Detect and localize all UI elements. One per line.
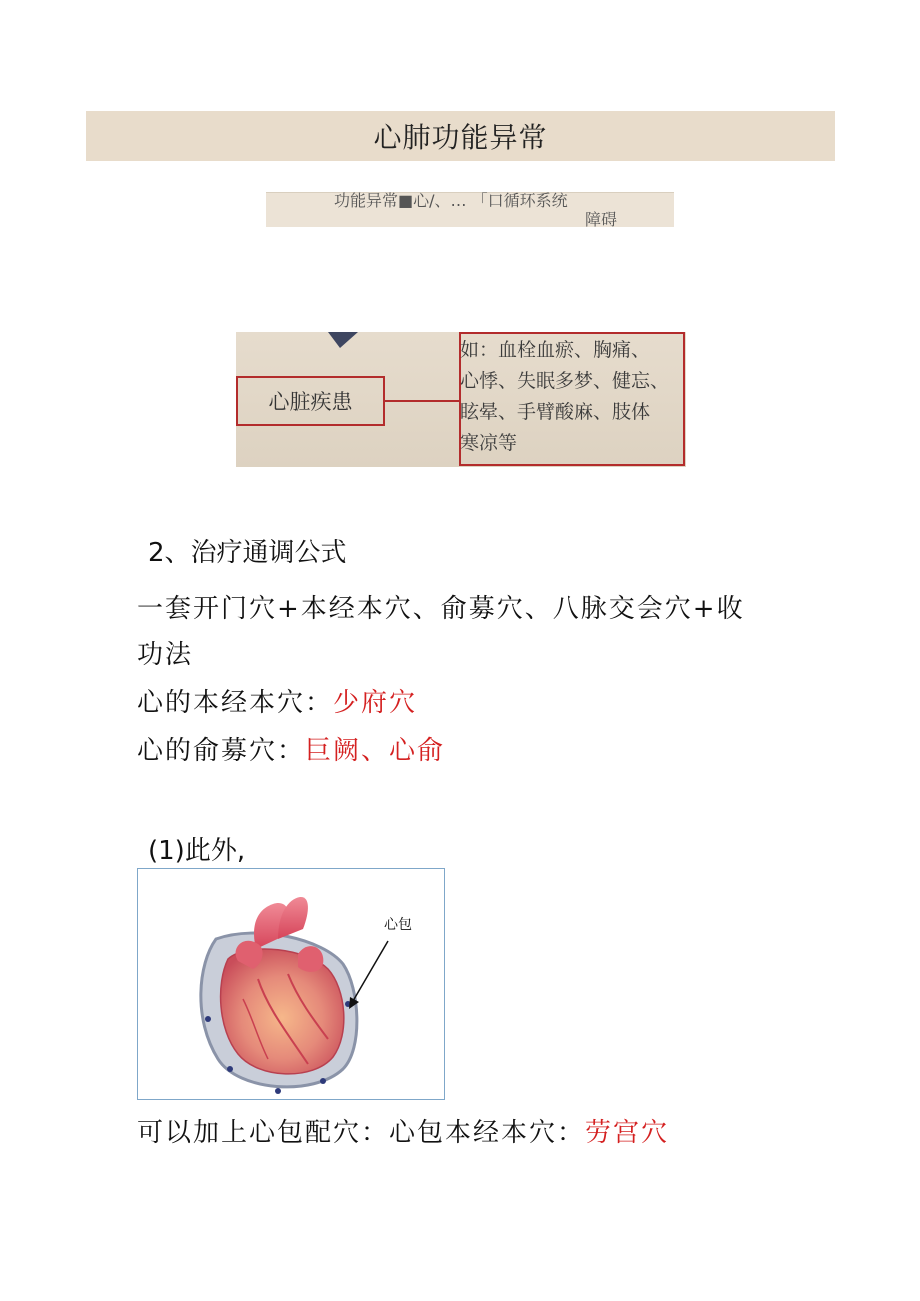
heart-muscle (221, 949, 344, 1074)
heart-pericardium-figure (137, 868, 445, 1100)
shumu-value: 巨阙、心俞 (305, 736, 446, 766)
title-banner (86, 111, 835, 161)
caption-row (137, 1112, 669, 1149)
heart-illustration (138, 869, 443, 1098)
shumu-label: 心的俞募穴： (137, 736, 306, 766)
symptom-line: 心悸、失眠多梦、健忘、 (460, 370, 670, 392)
shumu-row (137, 730, 445, 767)
heart-disease-label: 心脏疾患 (268, 390, 353, 414)
benjing-value: 少府穴 (333, 688, 418, 718)
vessel (278, 897, 308, 939)
subtitle-line-1: 功能异常■心/、… 「口循环系统 (334, 191, 568, 210)
page-title: 心肺功能异常 (373, 121, 548, 154)
formula-line-2: 功法 (137, 640, 194, 670)
atrium-right (298, 946, 323, 972)
label-arrow-line (353, 941, 388, 1001)
symptom-line: 如：血栓血瘀、胸痛、 (460, 339, 651, 361)
benjing-label: 心的本经本穴： (137, 688, 334, 718)
caption-value: 劳宫穴 (585, 1118, 670, 1148)
symptom-line: 寒凉等 (460, 432, 518, 454)
connector-line (385, 400, 459, 402)
section-heading: 2、治疗通调公式 (148, 538, 347, 568)
formula-line-1: 一套开门穴+本经本穴、俞募穴、八脉交会穴+收 (137, 594, 745, 624)
pericardium-label: 心包 (384, 917, 412, 933)
item-heading: (1)此外, (148, 836, 246, 866)
caption-label: 可以加上心包配穴：心包本经本穴： (137, 1118, 586, 1148)
heart-disease-box (236, 376, 385, 426)
benjing-row (137, 682, 417, 719)
symptom-line: 眩晕、手臂酸麻、肢体 (460, 401, 651, 423)
arrow-down-icon (328, 332, 358, 348)
subtitle-line-2: 障碍 (585, 210, 618, 229)
heart-disease-diagram (236, 332, 686, 467)
